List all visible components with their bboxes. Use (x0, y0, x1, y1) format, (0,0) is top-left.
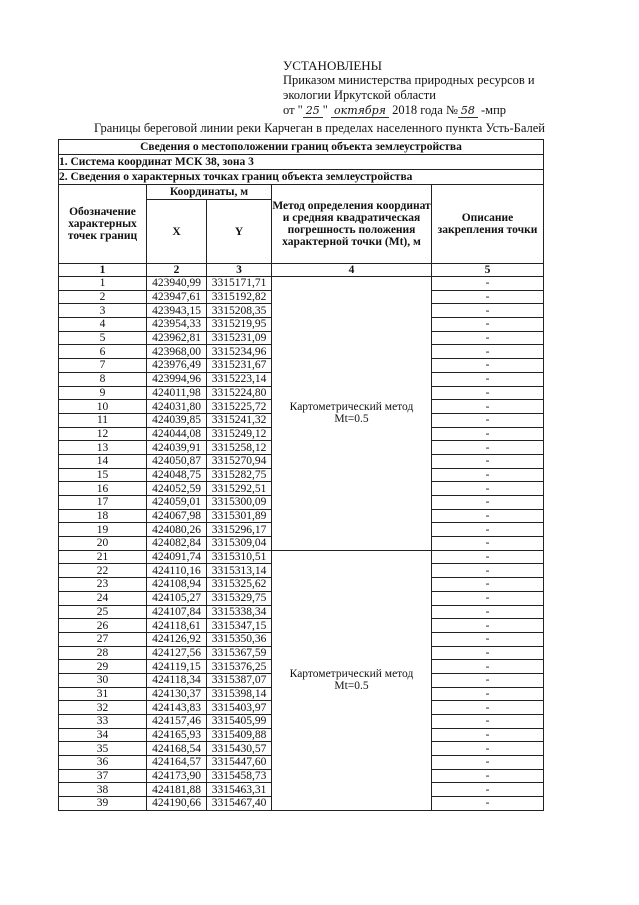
coord-x: 424052,59 (147, 482, 207, 496)
coord-x: 424164,57 (147, 756, 207, 770)
point-number: 14 (59, 454, 147, 468)
point-description: - (432, 797, 544, 811)
approval-order-line2: экологии Иркутской области (283, 88, 436, 102)
coord-y: 3315282,75 (207, 468, 272, 482)
coord-y: 3315270,94 (207, 454, 272, 468)
coord-y: 3315467,40 (207, 797, 272, 811)
point-description: - (432, 687, 544, 701)
coord-y: 3315309,04 (207, 537, 272, 551)
coord-y: 3315292,51 (207, 482, 272, 496)
coord-y: 3315376,25 (207, 660, 272, 674)
table-row (59, 277, 544, 291)
coord-x: 424048,75 (147, 468, 207, 482)
point-description: - (432, 331, 544, 345)
coord-x: 424107,84 (147, 605, 207, 619)
coord-x: 424039,91 (147, 441, 207, 455)
method-accuracy: Mt=0.5 (334, 413, 369, 426)
order-number: 58 (458, 104, 478, 118)
date-quote: " (322, 103, 328, 117)
method-cell (272, 550, 432, 810)
coord-y: 3315387,07 (207, 673, 272, 687)
header-coords: Координаты, м (147, 185, 272, 200)
section-title-row (59, 140, 544, 155)
coord-x: 424031,80 (147, 400, 207, 414)
point-description: - (432, 728, 544, 742)
point-description: - (432, 701, 544, 715)
point-number: 31 (59, 687, 147, 701)
coord-y: 3315192,82 (207, 290, 272, 304)
section-title: Сведения о местоположении границ объекта землеустройства (59, 140, 544, 155)
point-number: 34 (59, 728, 147, 742)
point-description: - (432, 386, 544, 400)
method-name: Картометрический метод (289, 668, 414, 681)
point-number: 1 (59, 277, 147, 291)
point-number: 29 (59, 660, 147, 674)
point-description: - (432, 619, 544, 633)
coord-y: 3315463,31 (207, 783, 272, 797)
table-row (59, 550, 544, 564)
coord-x: 424168,54 (147, 742, 207, 756)
coord-x: 424110,16 (147, 564, 207, 578)
coord-x: 424190,66 (147, 797, 207, 811)
point-number: 13 (59, 441, 147, 455)
coord-y: 3315225,72 (207, 400, 272, 414)
date-month: октября (331, 104, 389, 118)
point-description: - (432, 523, 544, 537)
point-description: - (432, 769, 544, 783)
header-description: Описание закрепления точки (432, 185, 544, 264)
point-description: - (432, 359, 544, 373)
coord-x: 424127,56 (147, 646, 207, 660)
coord-y: 3315296,17 (207, 523, 272, 537)
point-description: - (432, 742, 544, 756)
coord-x: 424173,90 (147, 769, 207, 783)
point-number: 37 (59, 769, 147, 783)
coord-y: 3315241,32 (207, 413, 272, 427)
coord-y: 3315231,09 (207, 331, 272, 345)
coord-y: 3315367,59 (207, 646, 272, 660)
approval-stamp (283, 58, 603, 118)
point-number: 27 (59, 632, 147, 646)
coord-x: 423976,49 (147, 359, 207, 373)
coord-y: 3315171,71 (207, 277, 272, 291)
coord-x: 424039,85 (147, 413, 207, 427)
point-number: 4 (59, 318, 147, 332)
point-number: 20 (59, 537, 147, 551)
point-description: - (432, 591, 544, 605)
coord-y: 3315338,34 (207, 605, 272, 619)
coord-y: 3315231,67 (207, 359, 272, 373)
section1-row (59, 155, 544, 170)
coordinate-system: 1. Система координат МСК 38, зона 3 (59, 155, 544, 170)
date-day: 25 (303, 104, 323, 118)
document-title: Границы береговой линии реки Карчеган в пределах населенного пункта Усть-Балей (94, 121, 545, 135)
coord-x: 424091,74 (147, 550, 207, 564)
point-number: 36 (59, 756, 147, 770)
approval-heading: УСТАНОВЛЕНЫ (283, 58, 382, 73)
point-number: 16 (59, 482, 147, 496)
point-description: - (432, 509, 544, 523)
coord-x: 424143,83 (147, 701, 207, 715)
point-number: 10 (59, 400, 147, 414)
coord-y: 3315310,51 (207, 550, 272, 564)
coord-x: 423947,61 (147, 290, 207, 304)
coord-x: 423954,33 (147, 318, 207, 332)
point-number: 11 (59, 413, 147, 427)
point-description: - (432, 413, 544, 427)
points-section-title: 2. Сведения о характерных точках границ объекта землеустройства (59, 170, 544, 185)
coord-y: 3315208,35 (207, 304, 272, 318)
coord-y: 3315325,62 (207, 578, 272, 592)
coord-x: 424044,08 (147, 427, 207, 441)
date-prefix: от " (283, 103, 303, 117)
point-number: 3 (59, 304, 147, 318)
coord-x: 423962,81 (147, 331, 207, 345)
coord-x: 424050,87 (147, 454, 207, 468)
point-number: 19 (59, 523, 147, 537)
coord-x: 424011,98 (147, 386, 207, 400)
point-description: - (432, 345, 544, 359)
header-row-1 (59, 185, 544, 200)
colnum-5: 5 (432, 264, 544, 277)
coord-y: 3315301,89 (207, 509, 272, 523)
point-description: - (432, 632, 544, 646)
column-number-row (59, 264, 544, 277)
header-x: X (147, 200, 207, 264)
date-suffix: -мпр (477, 103, 507, 117)
coord-x: 424105,27 (147, 591, 207, 605)
colnum-3: 3 (207, 264, 272, 277)
section2-row (59, 170, 544, 185)
point-description: - (432, 646, 544, 660)
point-description: - (432, 318, 544, 332)
coord-y: 3315347,15 (207, 619, 272, 633)
coord-x: 424059,01 (147, 496, 207, 510)
point-number: 32 (59, 701, 147, 715)
coord-y: 3315350,36 (207, 632, 272, 646)
coord-x: 423940,99 (147, 277, 207, 291)
header-y: Y (207, 200, 272, 264)
coord-y: 3315313,14 (207, 564, 272, 578)
coord-x: 424181,88 (147, 783, 207, 797)
coord-y: 3315219,95 (207, 318, 272, 332)
point-description: - (432, 605, 544, 619)
point-number: 26 (59, 619, 147, 633)
point-description: - (432, 468, 544, 482)
point-number: 9 (59, 386, 147, 400)
point-number: 21 (59, 550, 147, 564)
coord-y: 3315258,12 (207, 441, 272, 455)
coord-x: 424119,15 (147, 660, 207, 674)
method-accuracy: Mt=0.5 (334, 680, 369, 693)
coord-x: 424118,61 (147, 619, 207, 633)
point-number: 39 (59, 797, 147, 811)
method-name: Картометрический метод (289, 401, 414, 414)
coord-x: 424157,46 (147, 715, 207, 729)
point-number: 8 (59, 372, 147, 386)
header-point: Обозначение характерных точек границ (59, 185, 147, 264)
coord-y: 3315223,14 (207, 372, 272, 386)
coord-x: 424067,98 (147, 509, 207, 523)
coord-y: 3315329,75 (207, 591, 272, 605)
coord-y: 3315430,57 (207, 742, 272, 756)
coord-x: 424108,94 (147, 578, 207, 592)
coord-y: 3315405,99 (207, 715, 272, 729)
coord-x: 423943,15 (147, 304, 207, 318)
point-number: 25 (59, 605, 147, 619)
coord-x: 424118,34 (147, 673, 207, 687)
coord-y: 3315409,88 (207, 728, 272, 742)
point-description: - (432, 496, 544, 510)
point-number: 15 (59, 468, 147, 482)
coord-x: 423968,00 (147, 345, 207, 359)
point-description: - (432, 427, 544, 441)
coord-y: 3315224,80 (207, 386, 272, 400)
coord-x: 424165,93 (147, 728, 207, 742)
point-description: - (432, 482, 544, 496)
coord-y: 3315403,97 (207, 701, 272, 715)
point-number: 2 (59, 290, 147, 304)
point-description: - (432, 304, 544, 318)
point-number: 7 (59, 359, 147, 373)
coord-x: 424126,92 (147, 632, 207, 646)
point-description: - (432, 372, 544, 386)
coord-x: 423994,96 (147, 372, 207, 386)
point-description: - (432, 290, 544, 304)
point-description: - (432, 673, 544, 687)
method-cell (272, 277, 432, 551)
point-description: - (432, 454, 544, 468)
coord-y: 3315300,09 (207, 496, 272, 510)
point-number: 35 (59, 742, 147, 756)
header-method: Метод определения координат и средняя квадратическая погрешность положения характерной точки (Mt), м (272, 185, 432, 264)
point-number: 23 (59, 578, 147, 592)
point-description: - (432, 756, 544, 770)
point-number: 38 (59, 783, 147, 797)
coord-y: 3315398,14 (207, 687, 272, 701)
coord-y: 3315447,60 (207, 756, 272, 770)
point-number: 18 (59, 509, 147, 523)
approval-date-line (283, 103, 603, 118)
point-description: - (432, 277, 544, 291)
coord-y: 3315234,96 (207, 345, 272, 359)
point-description: - (432, 564, 544, 578)
coord-x: 424130,37 (147, 687, 207, 701)
point-number: 22 (59, 564, 147, 578)
point-number: 33 (59, 715, 147, 729)
point-number: 17 (59, 496, 147, 510)
point-number: 28 (59, 646, 147, 660)
coord-x: 424082,84 (147, 537, 207, 551)
point-number: 5 (59, 331, 147, 345)
colnum-4: 4 (272, 264, 432, 277)
point-description: - (432, 578, 544, 592)
colnum-2: 2 (147, 264, 207, 277)
point-description: - (432, 400, 544, 414)
boundary-points-table (58, 139, 544, 811)
approval-order-line1: Приказом министерства природных ресурсов и (283, 73, 535, 87)
coord-x: 424080,26 (147, 523, 207, 537)
point-description: - (432, 783, 544, 797)
point-description: - (432, 550, 544, 564)
point-number: 24 (59, 591, 147, 605)
point-number: 30 (59, 673, 147, 687)
point-description: - (432, 715, 544, 729)
point-description: - (432, 441, 544, 455)
point-number: 6 (59, 345, 147, 359)
point-number: 12 (59, 427, 147, 441)
coord-y: 3315249,12 (207, 427, 272, 441)
date-year: 2018 года № (388, 103, 458, 117)
point-description: - (432, 537, 544, 551)
point-description: - (432, 660, 544, 674)
coord-y: 3315458,73 (207, 769, 272, 783)
colnum-1: 1 (59, 264, 147, 277)
